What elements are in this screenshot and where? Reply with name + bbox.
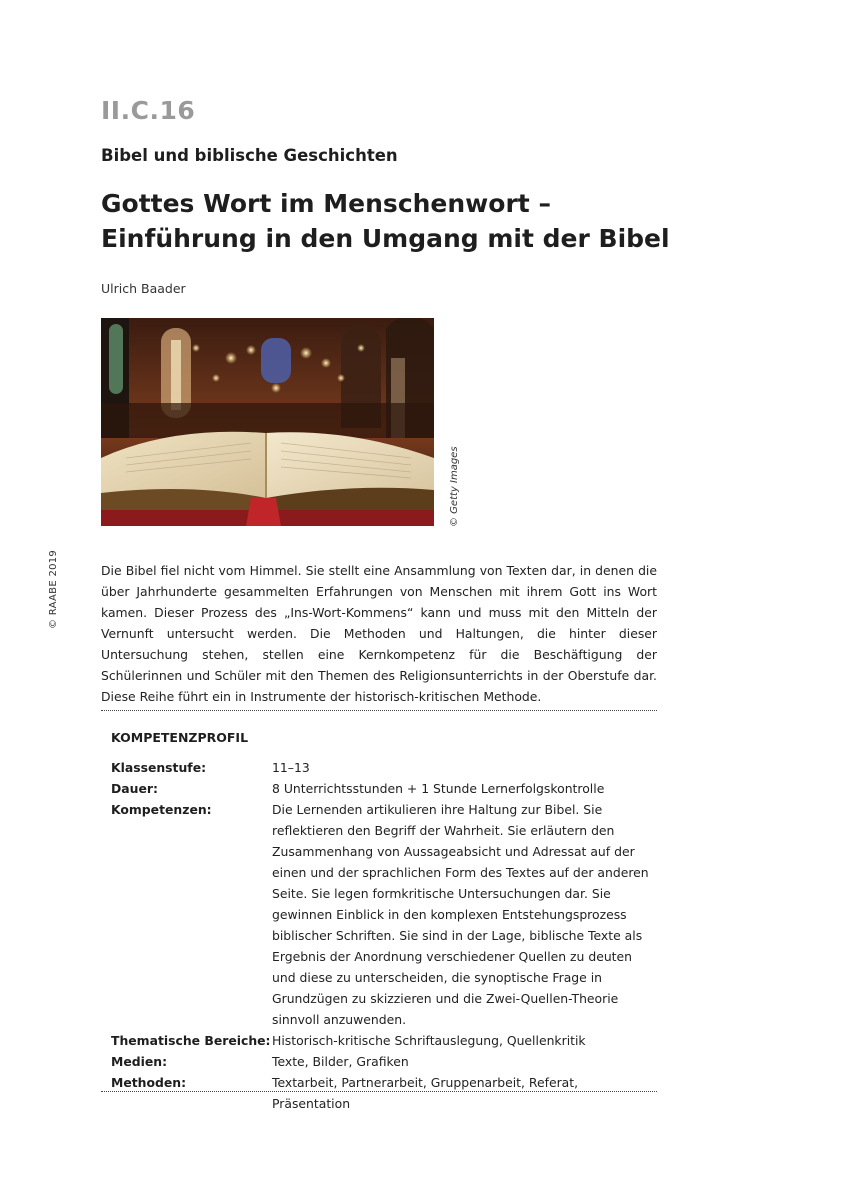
- media-label: Medien:: [111, 1054, 168, 1069]
- duration-label: Dauer:: [111, 781, 158, 796]
- topics-label: Thematische Bereiche:: [111, 1033, 271, 1048]
- dotted-divider-top: [101, 710, 657, 711]
- methods-value: Textarbeit, Partnerarbeit, Gruppenarbeit, Referat, Präsentation: [272, 1075, 579, 1111]
- competences-label: Kompetenzen:: [111, 802, 212, 817]
- grade-value: 11–13: [272, 760, 310, 775]
- author-name: Ulrich Baader: [101, 281, 186, 296]
- unit-code: II.C.16: [101, 96, 196, 125]
- profile-row-topics: [111, 1030, 651, 1051]
- methods-label: Methoden:: [111, 1075, 187, 1090]
- title-line-1: Gottes Wort im Menschenwort –: [101, 189, 551, 218]
- copyright-sidebar: © RAABE 2019: [48, 549, 59, 629]
- profile-row-competences: [111, 799, 651, 1030]
- profile-row-duration: [111, 778, 651, 799]
- page-title: [101, 186, 701, 256]
- title-line-2: Einführung in den Umgang mit der Bibel: [101, 224, 670, 253]
- competences-value: Die Lernenden artikulieren ihre Haltung zur Bibel. Sie reflektieren den Begriff der Wahrheit. Sie erläutern den Zusammenhang von Aussageabsicht und Adressat auf der einen und der sprachlichen Form des Textes auf der anderen Seite. Sie legen formkritische Untersuchungen dar. Sie gewinnen Einblick in den komplexen Entstehungsprozess biblischer Schriften. Sie sind in der Lage, biblische Texte als Ergebnis der Anordnung verschiedener Quellen zu deuten und diese zu unterscheiden, die synoptische Frage in Grundzügen zu skizzieren und die Zwei-Quellen-Theorie sinnvoll anzuwenden.: [272, 802, 649, 1027]
- competence-profile-heading: KOMPETENZPROFIL: [111, 730, 249, 745]
- bible-church-illustration: [101, 318, 434, 526]
- duration-value: 8 Unterrichtsstunden + 1 Stunde Lernerfolgskontrolle: [272, 781, 605, 796]
- intro-paragraph: Die Bibel fiel nicht vom Himmel. Sie stellt eine Ansammlung von Texten dar, in denen die über Jahrhunderte gesammelten Erfahrungen von Menschen mit ihrem Gott ins Wort kamen. Dieser Prozess des „Ins-Wort-Kommens“ kann und muss mit den Mitteln der Vernunft untersucht werden. Die Methoden und Haltungen, die hinter dieser Untersuchung stehen, stellen eine Kernkompetenz für die Beschäftigung der Schülerinnen und Schüler mit den Themen des Religionsunterrichts in der Oberstufe dar. Diese Reihe führt ein in Instrumente der historisch-kritischen Methode.: [101, 563, 657, 704]
- dotted-divider-bottom: [101, 1091, 657, 1092]
- profile-row-methods: [111, 1072, 651, 1114]
- series-subtitle: Bibel und biblische Geschichten: [101, 146, 398, 165]
- media-value: Texte, Bilder, Grafiken: [272, 1054, 409, 1069]
- topics-value: Historisch-kritische Schriftauslegung, Quellenkritik: [272, 1033, 586, 1048]
- profile-row-grade: [111, 757, 651, 778]
- image-credit: © Getty Images: [449, 446, 460, 527]
- profile-row-media: [111, 1051, 651, 1072]
- bible-church-photo: [101, 318, 434, 526]
- grade-label: Klassenstufe:: [111, 760, 207, 775]
- competence-profile-table: [111, 757, 651, 1114]
